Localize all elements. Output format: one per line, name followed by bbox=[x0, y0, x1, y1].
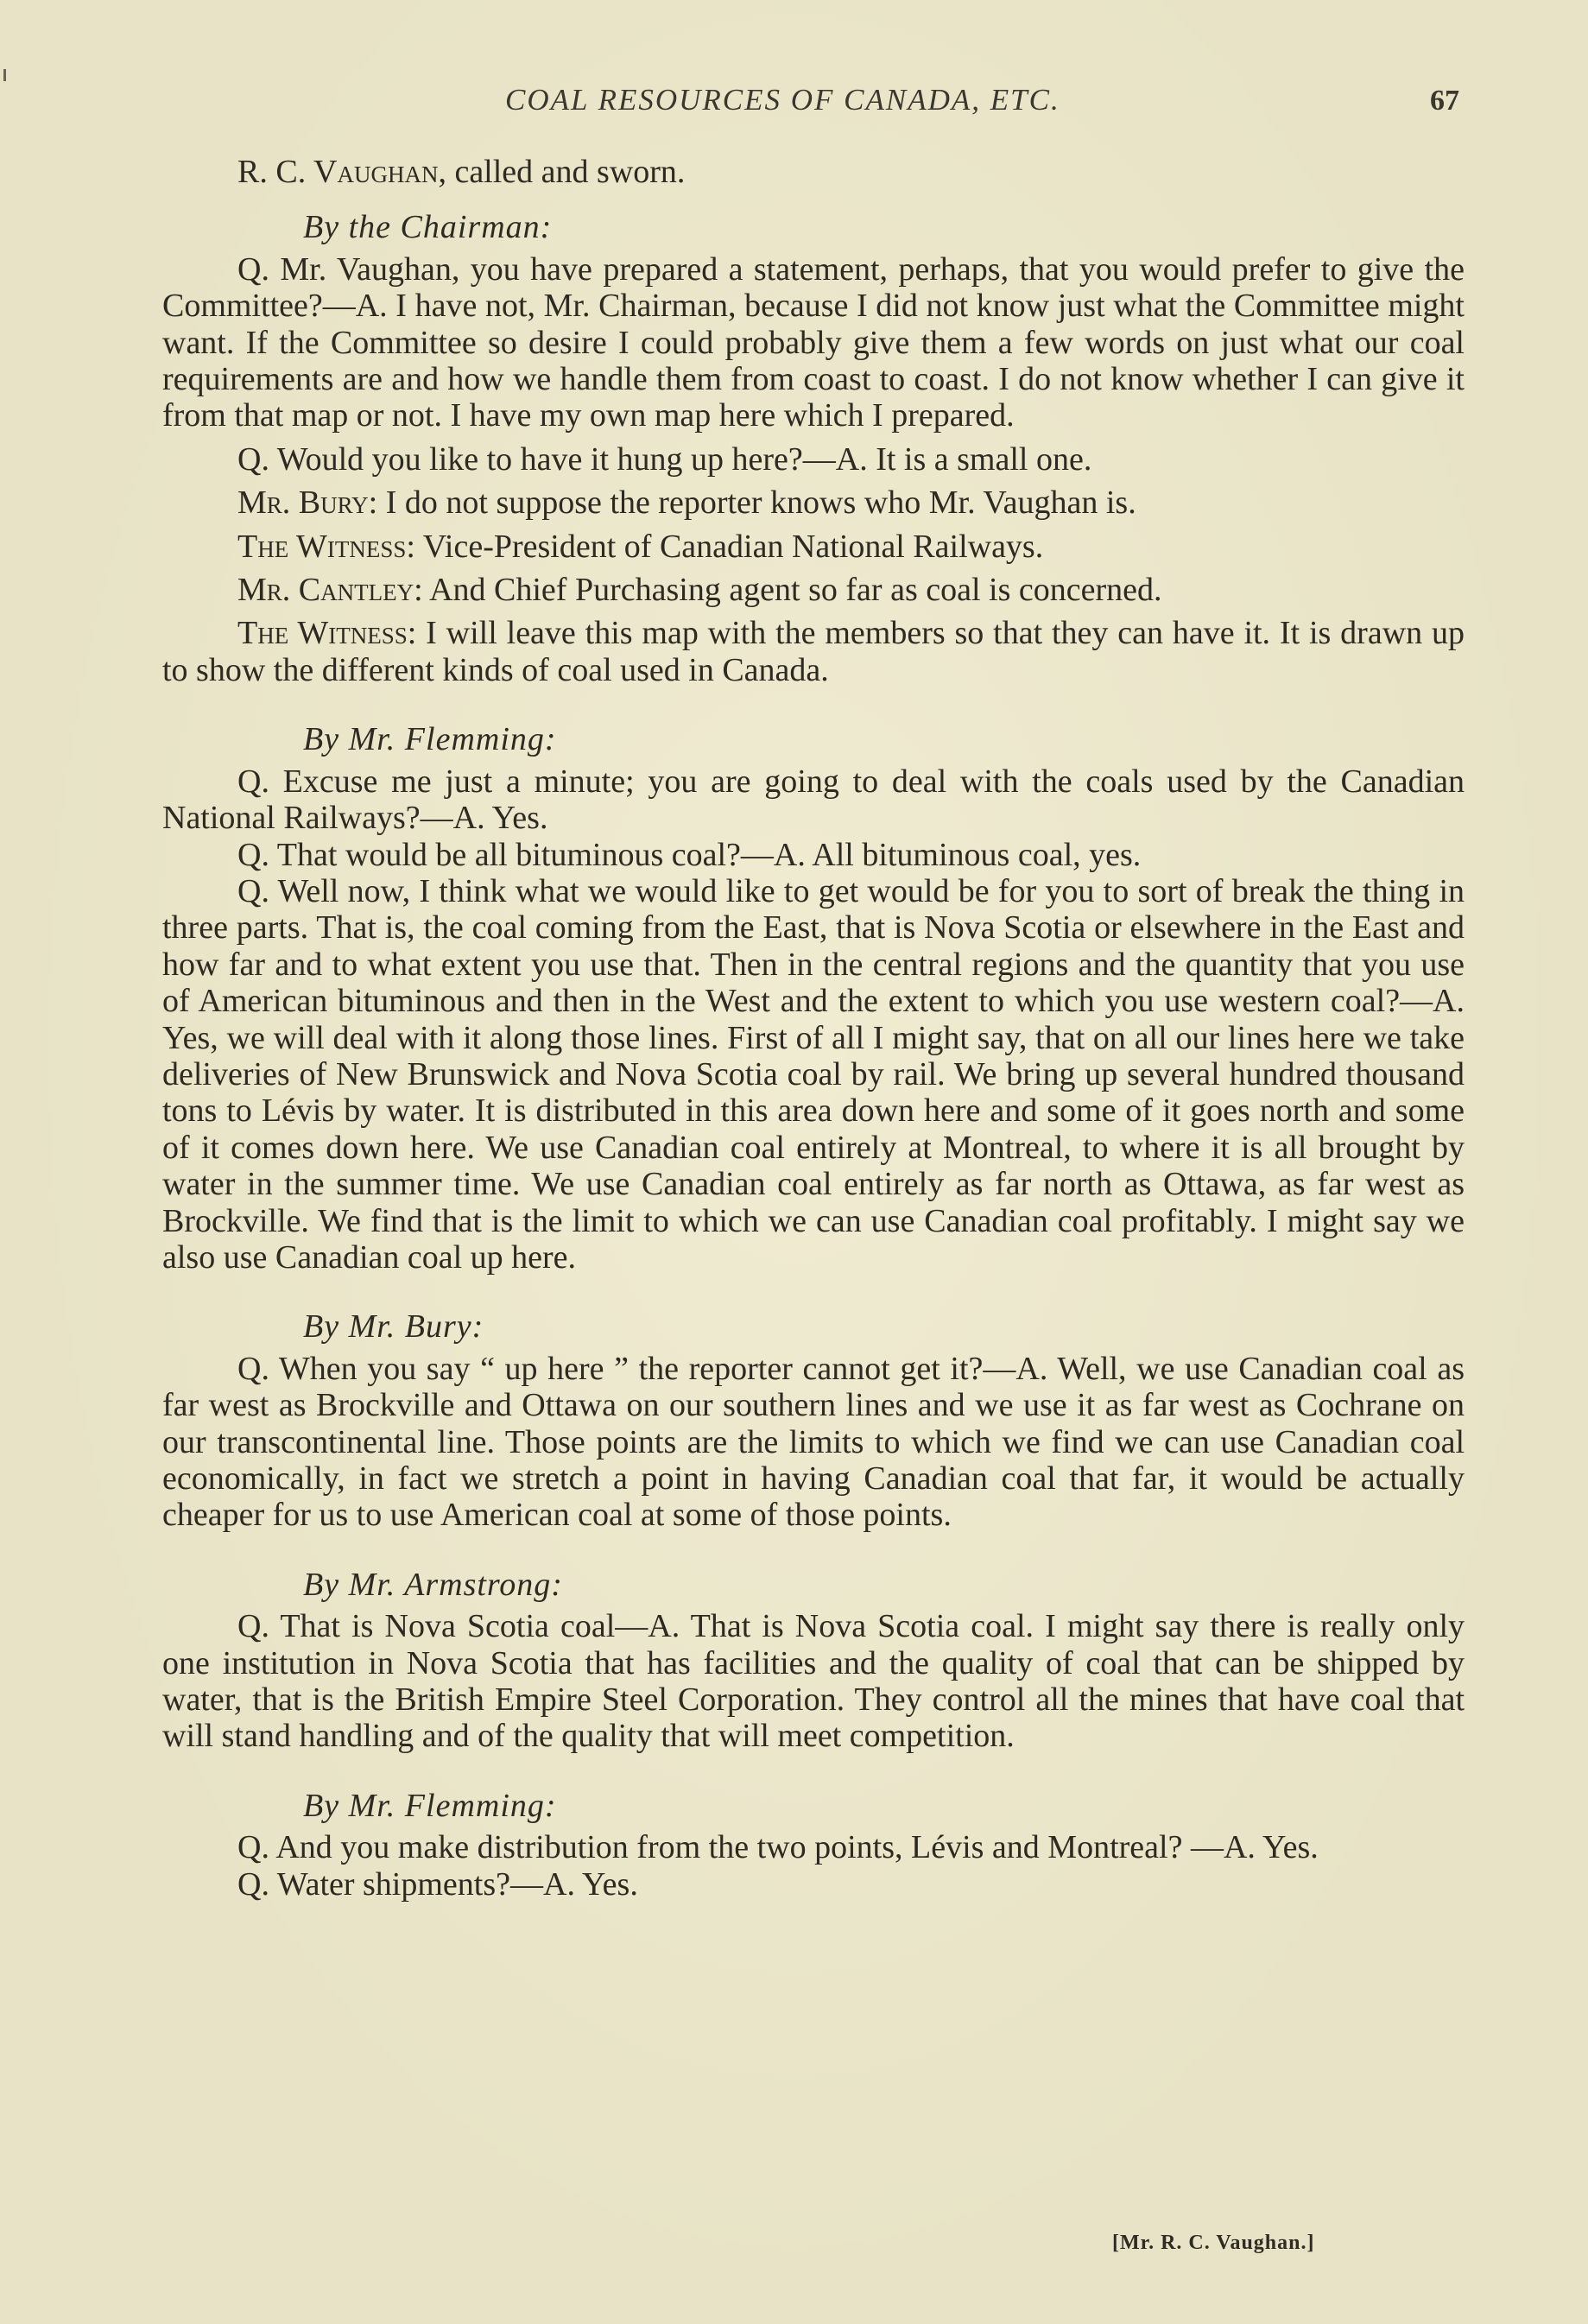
exchange-paragraph: Q. And you make distribution from the two points, Lévis and Montreal? —A. Yes. bbox=[237, 1829, 1319, 1866]
exchange-paragraph: Q. Water shipments?—A. Yes. bbox=[237, 1865, 638, 1903]
margin-mark bbox=[3, 69, 6, 81]
speaker-name: The Witness bbox=[237, 615, 408, 652]
section-heading-chairman: By the Chairman: bbox=[303, 209, 553, 246]
exchange-paragraph: Q. That would be all bituminous coal?—A. All bituminous coal, yes. bbox=[237, 836, 1142, 873]
speaker-paragraph-bury bbox=[162, 484, 1465, 521]
speaker-paragraph-cantley bbox=[162, 572, 1465, 608]
section-heading-flemming: By Mr. Flemming: bbox=[303, 1787, 557, 1824]
exchange-paragraph: Q. Excuse me just a minute; you are going to deal with the coals used by the Canadian National Railways?—A. Yes. bbox=[162, 763, 1465, 837]
speaker-name: The Witness bbox=[237, 528, 407, 565]
running-title: COAL RESOURCES OF CANADA, ETC. bbox=[505, 83, 1060, 117]
transcript-body bbox=[162, 154, 1465, 1903]
exchange-paragraph: Q. When you say “ up here ” the reporter cannot get it?—A. Well, we use Canadian coal as far west as Brockville and Ottawa on our southern lines and we use it as far west as Cochrane on our transcontinental line. Those points are the limits to which we find we can use Canadian coal economically, in fact we stretch a point in having Canadian coal that far, it would be actually cheaper for us to use American coal at some of those points. bbox=[162, 1350, 1465, 1534]
section-heading-armstrong: By Mr. Armstrong: bbox=[303, 1566, 563, 1603]
witness-name: R. C. Vaughan bbox=[237, 154, 439, 190]
section-heading-bury: By Mr. Bury: bbox=[303, 1308, 484, 1346]
witness-footer-note: [Mr. R. C. Vaughan.] bbox=[1112, 2232, 1315, 2254]
speaker-text: : I do not suppose the reporter knows who Mr. Vaughan is. bbox=[368, 484, 1136, 522]
section-heading-flemming: By Mr. Flemming: bbox=[303, 721, 557, 758]
exchange-paragraph: Q. Would you like to have it hung up here?—A. It is a small one. bbox=[237, 440, 1092, 478]
page-number: 67 bbox=[1430, 85, 1459, 117]
exchange-paragraph: Q. Mr. Vaughan, you have prepared a statement, perhaps, that you would prefer to give the Committee?—A. I have not, Mr. Chairman, because I did not know just what the Committee might want. If the Committee so desire I could probably give them a few words on just what our coal requirements are and how we handle them from coast to coast. I do not know whether I can give it from that map or not. I have my own map here which I prepared. bbox=[162, 250, 1465, 434]
speaker-name: Mr. Bury bbox=[237, 484, 369, 522]
witness-intro-rest: , called and sworn. bbox=[438, 154, 686, 190]
speaker-text: : Vice-President of Canadian National Railways. bbox=[406, 528, 1044, 565]
exchange-paragraph: Q. Well now, I think what we would like to get would be for you to sort of break the thing in three parts. That is, the coal coming from the East, that is Nova Scotia or elsewhere in the East and how far and to what extent you use that. Then in the central regions and the quantity that you use of American bituminous and then in the West and the extent to which you use western coal?—A. Yes, we will deal with it along those lines. First of all I might say, that on all our lines here we take deliveries of New Brunswick and Nova Scotia coal by rail. We bring up several hundred thousand tons to Lévis by water. It is distributed in this area down here and some of it goes north and some of it comes down here. We use Canadian coal entirely at Montreal, to where it is all brought by water in the summer time. We use Canadian coal entirely as far north as Ottawa, as far west as Brockville. We find that is the limit to which we can use Canadian coal profitably. I might say we also use Canadian coal up here. bbox=[162, 872, 1465, 1276]
speaker-name: Mr. Cantley bbox=[237, 572, 414, 609]
speaker-text: : I will leave this map with the members so that they can have it. It is drawn up to show the different kinds of coal used in Canada. bbox=[162, 615, 1465, 688]
speaker-paragraph-witness bbox=[162, 529, 1465, 565]
speaker-paragraph-witness bbox=[162, 615, 1465, 688]
witness-intro bbox=[162, 154, 1465, 190]
speaker-text: : And Chief Purchasing agent so far as coal is concerned. bbox=[414, 572, 1162, 609]
exchange-paragraph: Q. That is Nova Scotia coal—A. That is Nova Scotia coal. I might say there is really only one institution in Nova Scotia that has facilities and the quality of coal that can be shipped by water, that is the British Empire Steel Corporation. They control all the mines that have coal that will stand handling and of the quality that will meet competition. bbox=[162, 1608, 1465, 1755]
